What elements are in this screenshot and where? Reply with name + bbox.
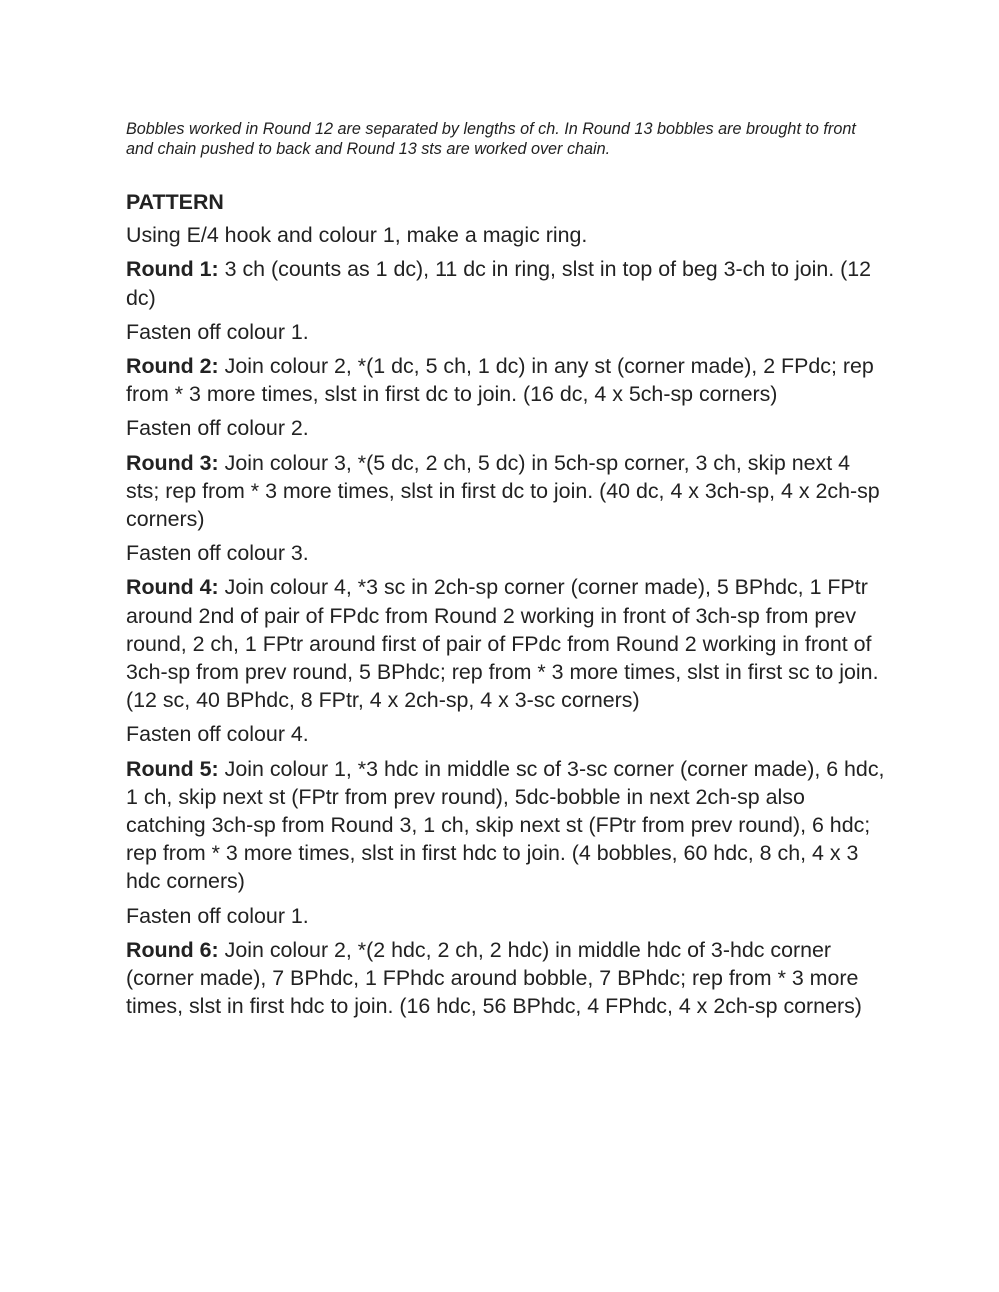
pattern-section xyxy=(126,188,886,1026)
round-3 xyxy=(126,449,886,534)
section-heading: PATTERN xyxy=(126,190,224,214)
round-6 xyxy=(126,936,886,1021)
round-label: Round 2: xyxy=(126,354,219,379)
fasten-off-line: Fasten off colour 1. xyxy=(126,903,309,928)
round-label: Round 3: xyxy=(126,450,219,475)
round-label: Round 4: xyxy=(126,575,219,600)
round-label: Round 1: xyxy=(126,257,219,282)
round-1 xyxy=(126,255,886,311)
round-text: 3 ch (counts as 1 dc), 11 dc in ring, slst in top of beg 3-ch to join. (12 dc) xyxy=(126,257,872,310)
fasten-off-line: Fasten off colour 1. xyxy=(126,319,309,344)
fasten-off-line: Fasten off colour 4. xyxy=(126,722,309,747)
fasten-off-line: Fasten off colour 2. xyxy=(126,416,309,441)
intro-line: Using E/4 hook and colour 1, make a magic ring. xyxy=(126,223,588,248)
round-2 xyxy=(126,352,886,408)
round-text: Join colour 4, *3 sc in 2ch-sp corner (corner made), 5 BPhdc, 1 FPtr around 2nd of pair of FPdc from Round 2 working in front of 3ch-sp from prev round, 2 ch, 1 FPtr around first of pair of FPdc from Round 2 working in front of 3ch-sp from prev round, 5 BPhdc; rep from * 3 more times, slst in first sc to join. (12 sc, 40 BPhdc, 8 FPtr, 4 x 2ch-sp, 4 x 3-sc corners) xyxy=(126,575,879,713)
round-label: Round 6: xyxy=(126,937,219,962)
italic-note: Bobbles worked in Round 12 are separated by lengths of ch. In Round 13 bobbles are brought to front and chain pushed to back and Round 13 sts are worked over chain. xyxy=(126,120,856,158)
round-text: Join colour 2, *(2 hdc, 2 ch, 2 hdc) in middle hdc of 3-hdc corner (corner made), 7 BPhdc, 1 FPhdc around bobble, 7 BPhdc; rep from * 3 more times, slst in first hdc to join. (16 hdc, 56 BPhdc, 4 FPhdc, 4 x 2ch-sp corners) xyxy=(126,937,862,1019)
round-5 xyxy=(126,755,886,896)
fasten-off-line: Fasten off colour 3. xyxy=(126,541,309,566)
round-4 xyxy=(126,573,886,714)
round-text: Join colour 1, *3 hdc in middle sc of 3-sc corner (corner made), 6 hdc, 1 ch, skip next st (FPtr from prev round), 5dc-bobble in next 2ch-sp also catching 3ch-sp from Round 3, 1 ch, skip next st (FPtr from prev round), 6 hdc; rep from * 3 more times, slst in first hdc to join. (4 bobbles, 60 hdc, 8 ch, 4 x 3 hdc corners) xyxy=(126,756,885,894)
round-text: Join colour 2, *(1 dc, 5 ch, 1 dc) in any st (corner made), 2 FPdc; rep from * 3 more times, slst in first dc to join. (16 dc, 4 x 5ch-sp corners) xyxy=(126,354,874,407)
round-text: Join colour 3, *(5 dc, 2 ch, 5 dc) in 5ch-sp corner, 3 ch, skip next 4 sts; rep from * 3 more times, slst in first dc to join. (40 dc, 4 x 3ch-sp, 4 x 2ch-sp corners) xyxy=(126,450,880,532)
round-label: Round 5: xyxy=(126,756,219,781)
